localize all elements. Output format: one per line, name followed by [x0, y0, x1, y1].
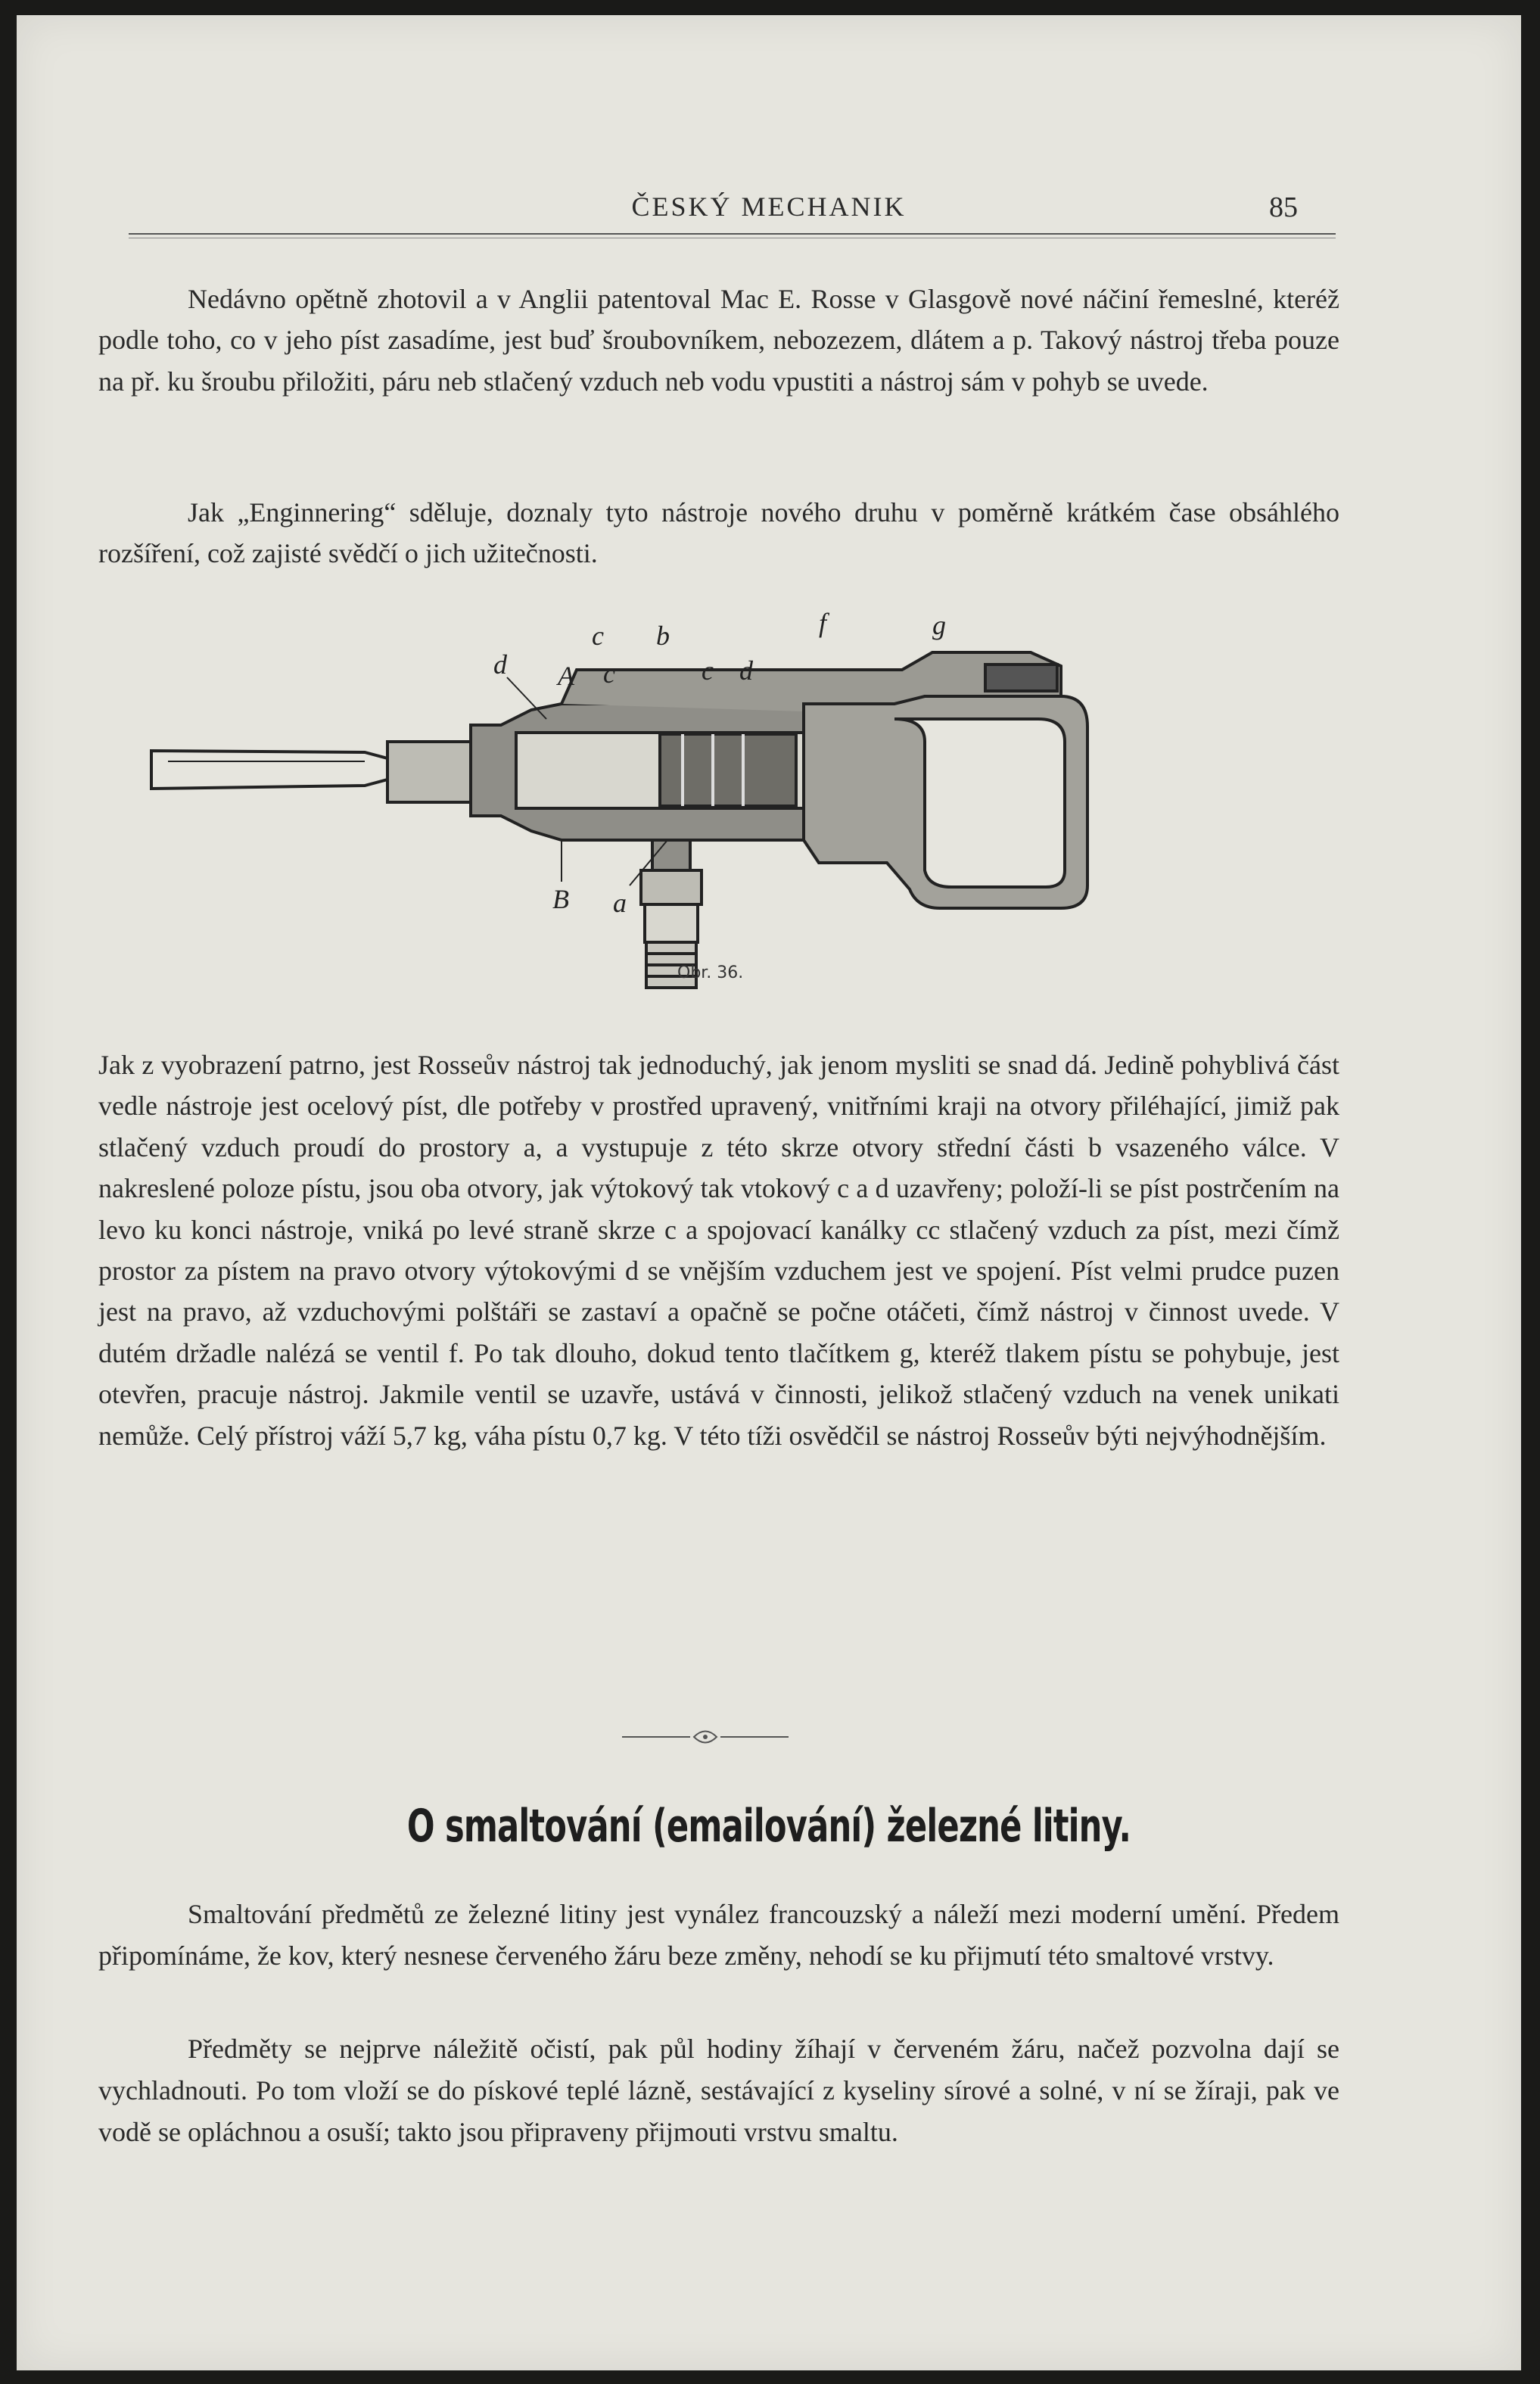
- figure-label-B: B: [552, 884, 569, 914]
- chisel-bit: [151, 751, 387, 789]
- figure-label-c-inner: c: [603, 658, 615, 689]
- header-rule: [129, 233, 1336, 238]
- figure-label-c-right: c: [702, 655, 714, 686]
- running-title: ČESKÝ MECHANIK: [631, 191, 907, 222]
- section-title: O smaltování (emailování) železné litiny.: [406, 1800, 1131, 1853]
- figure-label-b: b: [656, 621, 670, 651]
- figure-label-d: d: [493, 649, 507, 680]
- page: [17, 15, 1521, 2370]
- paragraph-4: Smaltování předmětů ze železné litiny jest vynález francouzský a náleží mezi moderní umění. Předem připomínáme, že kov, který nesnese červeného žáru beze změny, nehodí se ku přijmutí této smaltové vrstvy.: [98, 1899, 1339, 1971]
- section-divider-ornament: [622, 1722, 789, 1752]
- paragraph-2: Jak „Enginnering“ sděluje, doznaly tyto nástroje nového druhu v poměrně krátkém čase obsáhlého rozšíření, což zajisté svědčí o jich užitečnosti.: [98, 497, 1339, 569]
- figure-caption: Obr. 36.: [677, 963, 744, 982]
- paragraph-3: Jak z vyobrazení patrno, jest Rosseův nástroj tak jednoduchý, jak jenom mysliti se snad dá. Jedině pohyblivá část vedle nástroje jest ocelový píst, dle potřeby v prostřed upravený, vnitřními kraji na otvory přiléhající, jimiž pak stlačený vzduch proudí do prostory a, a vystupuje z této skrze otvory střední části b vsazeného válce. V nakreslené poloze pístu, jsou oba otvory, jak výtokový tak vtokový c a d uzavřeny; položí-li se píst postrčením na levo ku konci nástroje, vniká po levé straně skrze c a spojovací kanálky cc stlačený vzduch za píst, mezi čímž prostor za pístem na pravo otvory výtokovými d se vnějším vzduchem jest ve spojení. Píst velmi prudce puzen jest na pravo, až vzduchovými polštáři se zastaví a opačně se počne otáčeti, čímž nástroj v činnost uvede. V dutém držadle nalézá se ventil f. Po tak dlouho, dokud tento tlačítkem g, kteréž tlakem pístu se pohybuje, jest otevřen, pracuje nástroj. Jakmile ventil se uzavře, ustává v činnosti, jelikož stlačený vzduch na venek unikati nemůže. Celý přístroj váží 5,7 kg, váha pístu 0,7 kg. V této tíži osvědčil se nástroj Rosseův býti nejvýhodnějším.: [98, 1050, 1339, 1451]
- spring-valve: [985, 664, 1057, 691]
- air-inlet: [652, 840, 690, 870]
- tool-nose: [387, 742, 471, 802]
- figure-label-A: A: [558, 661, 574, 691]
- piston: [660, 734, 796, 806]
- paragraph-1: Nedávno opětně zhotovil a v Anglii patentoval Mac E. Rosse v Glasgově nové náčiní řemeslné, kteréž podle toho, co v jeho píst zasadíme, jest buď šroubovníkem, nebozezem, dlátem a p. Takový nástroj třeba pouze na př. ku šroubu přiložiti, páru neb stlačený vzduch neb vodu vpustiti a nástroj sám v pohyb se uvede.: [98, 284, 1339, 397]
- figure-label-d-right: d: [739, 655, 753, 686]
- figure-label-f: f: [819, 608, 827, 638]
- figure-label-c-upper: c: [592, 621, 604, 651]
- figure-label-g: g: [932, 610, 946, 640]
- figure-label-a: a: [613, 888, 627, 918]
- paragraph-5: Předměty se nejprve náležitě očistí, pak půl hodiny žíhají v červeném žáru, načež pozvolna dají se vychladnouti. Po tom vloží se do pískové teplé lázně, sestávající z kyseliny sírové a solné, v ní se žíraji, pak ve vodě se opláchnou a osuší; takto jsou připraveny přijmouti vrstvu smaltu.: [98, 2034, 1339, 2147]
- page-number: 85: [1269, 191, 1298, 223]
